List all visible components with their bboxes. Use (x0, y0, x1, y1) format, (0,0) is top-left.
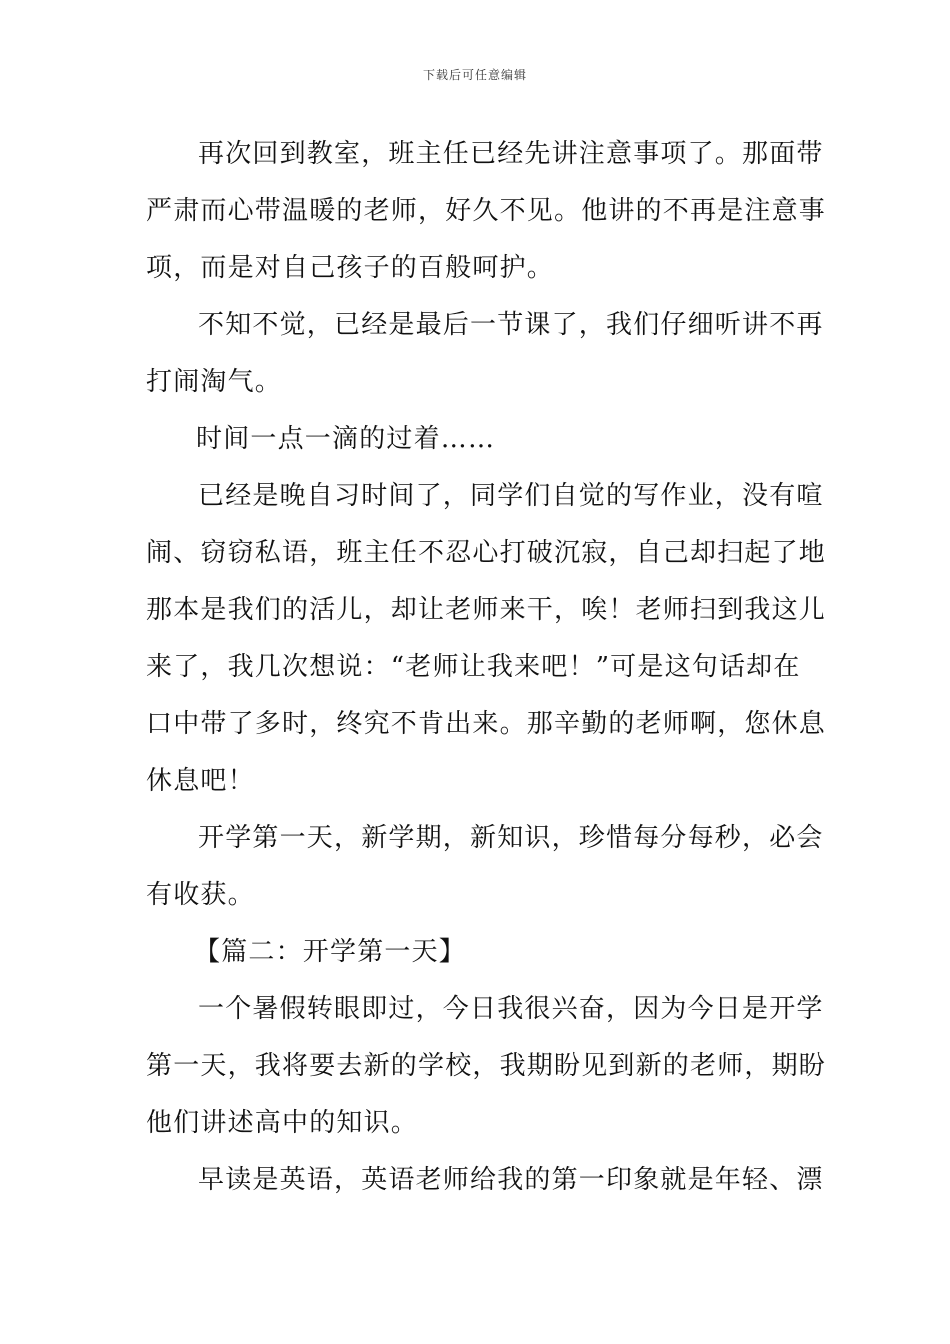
text-line: 不知不觉，已经是最后一节课了，我们仔细听讲不再 (198, 310, 824, 340)
text-line: 来了，我几次想说：“老师让我来吧！”可是这句话却在 (146, 652, 801, 682)
text-line: 再次回到教室，班主任已经先讲注意事项了。那面带 (198, 139, 824, 169)
text-line: 他们讲述高中的知识。 (146, 1108, 419, 1138)
text-line: 严肃而心带温暖的老师，好久不见。他讲的不再是注意事 (146, 196, 827, 226)
text-line: 闹、窃窃私语，班主任不忍心打破沉寂，自己却扫起了地 (146, 538, 827, 568)
text-line: 口中带了多时，终究不肯出来。那辛勤的老师啊，您休息 (146, 709, 827, 739)
text-line: 项，而是对自己孩子的百般呵护。 (146, 253, 555, 283)
text-line: 那本是我们的活儿，却让老师来干，唉！老师扫到我这儿 (146, 595, 827, 625)
text-line: 早读是英语，英语老师给我的第一印象就是年轻、漂 (198, 1165, 824, 1195)
text-line: 第一天，我将要去新的学校，我期盼见到新的老师，期盼 (146, 1051, 827, 1081)
text-line: 开学第一天，新学期，新知识，珍惜每分每秒，必会 (198, 823, 824, 853)
text-line: 一个暑假转眼即过，今日我很兴奋，因为今日是开学 (198, 994, 824, 1024)
page-header: 下载后可任意编辑 (422, 68, 527, 82)
text-line: 打闹淘气。 (146, 367, 283, 397)
text-line: 休息吧！ (146, 766, 255, 796)
section-heading: 【篇二：开学第一天】 (194, 937, 467, 967)
text-line: 有收获。 (146, 880, 255, 910)
text-line: 已经是晚自习时间了，同学们自觉的写作业，没有喧 (198, 481, 824, 511)
text-line: 时间一点一滴的过着…… (196, 424, 496, 454)
